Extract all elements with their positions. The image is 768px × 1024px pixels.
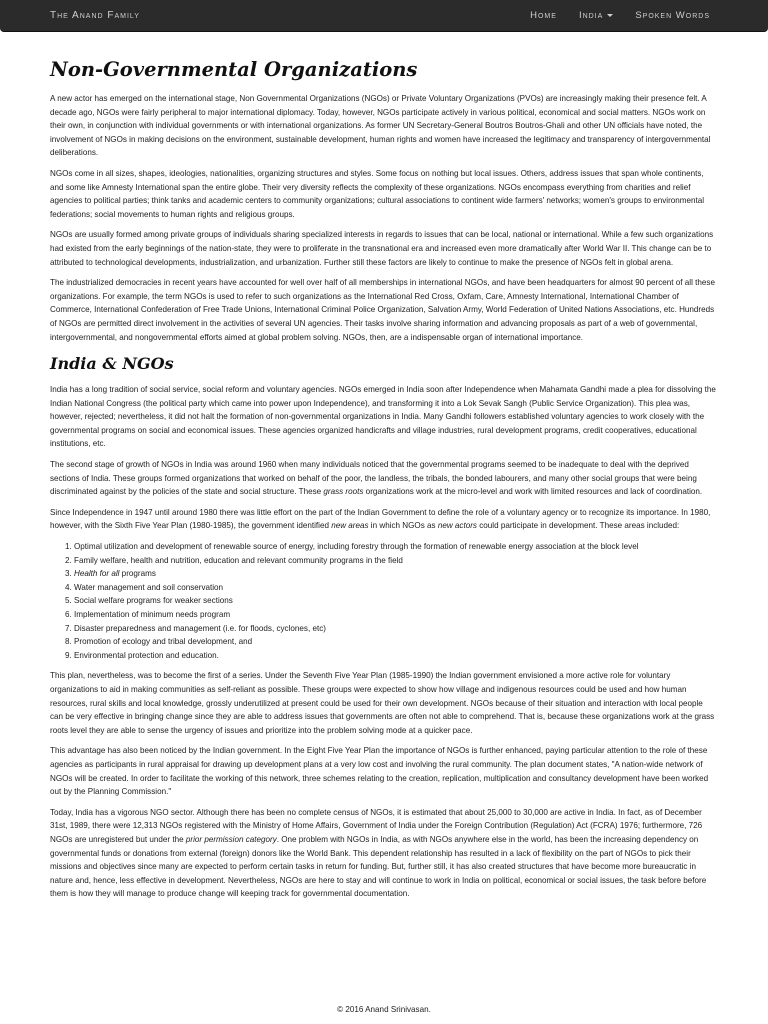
paragraph-2: NGOs come in all sizes, shapes, ideologies, nationalities, organizing structures and styles. Some focus on nothing but local issues. Others, address issues that span whole continents, and some like Amnesty International span the entire globe. Their very diversity reflects the complexity of these organizations. NGOs encompass everything from charities and relief agencies to political parties; think tanks and academic centers to community organizations; cultural associations to continent wide farmers' networks; women's groups to environmental federations; social movements to human rights and religious groups. — [50, 168, 705, 219]
nav-spoken-words-link[interactable]: Spoken Words — [635, 10, 710, 21]
paragraph-10 — [50, 806, 718, 901]
section-title: India & NGOs — [50, 354, 174, 374]
list-item: 6. Implementation of minimum needs program — [74, 608, 718, 622]
main-content — [50, 54, 718, 908]
paragraph-4: The industrialized democracies in recent years have accounted for well over half of all memberships in international NGOs, and have been headquarters for almost 90 percent of all these organizations. For example, the term NGOs is used to refer to such organizations as the International Red Cross, Oxfam, Care, Amnesty International, International Chamber of Commerce, International Confederation of Free Trade Unions, International Criminal Police Organization, Salvation Army, World Federation of United Nations Associations, etc. Hundreds of NGOs are permitted direct involvement in the activities of several UN agencies. Their tasks involve sharing information and advancing proposals as part of a web of governmental, intergovernmental, and nongovernmental efforts aimed at global problem solving. NGOs, then, are a indispensable organ of international importance. — [50, 278, 715, 342]
paragraph-6-text-a: The second stage of growth of NGOs in India was around 1960 when many individuals noticed that the governmental programs seemed to be inadequate to deal with the deprived sections of India. These groups formed organizations that worked on behalf of the poor, the landless, the tribals, the bonded labourers, and many other social groups that were being discriminated against by the policies of the state and social structure. These — [50, 460, 697, 497]
paragraph-7-text-a: Since Independence in 1947 until around 1980 there was little effort on the part of the Indian Government to define the role of a voluntary agency or to recognize its importance. In 1980, however, with the Sixth Five Year Plan (1980-1985), the government identified — [50, 507, 711, 531]
nav-india-dropdown[interactable] — [579, 10, 613, 21]
paragraph-10-emphasis: prior permission category — [185, 834, 277, 844]
paragraph-9: This advantage has also been noticed by the Indian government. In the Eight Five Year Plan the importance of NGOs is further enhanced, paying particular attention to the role of these agencies as participants in rural appraisal for drawing up development plans at a very low cost and involving the rural community. The plan document states, "A nation-wide network of NGOs will be created. In order to facilitate the working of this network, three schemes relating to the creation, replication, multiplication and consultancy development have been worked out by the Planning Commission." — [50, 746, 709, 797]
paragraph-10-text-a: Today, India has a vigorous NGO sector. Although there has been no complete census of NGOs, it is estimated that about 25,000 to 30,000 are active in India. In fact, as of December 31st, 1989, there were 12,313 NGOs registered with the Ministry of Home Affairs, Government of India under the Foreign Contribution (Regulation) Act (FCRA) 1976; furthermore, 726 NGOs are unregistered but under the — [50, 807, 703, 844]
paragraph-7-emphasis-2: new actors — [437, 521, 477, 531]
nav-links — [530, 10, 710, 21]
paragraph-6 — [50, 458, 718, 499]
paragraph-6-emphasis: grass roots — [323, 487, 364, 497]
list-item: 9. Environmental protection and education. — [74, 649, 718, 663]
paragraph-6-text-b: organizations work at the micro-level and work with limited resources and lack of coordination. — [363, 487, 703, 497]
page-title: Non-Governmental Organizations — [50, 58, 418, 81]
list-item: 5. Social welfare programs for weaker sections — [74, 594, 718, 608]
paragraph-10-text-b: . One problem with NGOs in India, as with NGOs anywhere else in the world, has been the increasing dependency on governmental funds or donations from external (foreign) donors like the World Bank. This dependent relationship has resulted in a lack of flexibility on the part of NGOs to pick their missions and objectives since many are expected to perform certain tasks in return for funding. But, further still, it has also created structures that have become more bureaucratic in nature and, hence, less effective in development. Nevertheless, NGOs are here to stay and will continue to work in India on political, economical or social issues, the task before before them is how they will manage to produce change will keeping track for governmental documentation. — [50, 834, 707, 899]
list-item: 2. Family welfare, health and nutrition, education and relevant community programs in the field — [74, 554, 718, 568]
areas-list — [50, 540, 718, 662]
footer-copyright: © 2016 Anand Srinivasan. — [337, 1005, 431, 1014]
list-item-emphasis: Health for all — [74, 569, 120, 579]
paragraph-7-text-b: in which NGOs as — [368, 521, 438, 531]
paragraph-7-text-c: could participate in development. These areas included: — [476, 521, 680, 531]
caret-down-icon — [607, 14, 613, 17]
list-item: 7. Disaster preparedness and management (i.e. for floods, cyclones, etc) — [74, 622, 718, 636]
paragraph-3: NGOs are usually formed among private groups of individuals sharing specialized interests in regards to issues that can be local, national or international. While a few such organizations had existed from the early beginnings of the nation-state, they were to proliferate in the transnational era and increased even more dramatically after World War II. This change can be to attributed to technological developments, industrialization, and urbanization. Further still these factors are likely to continue to make the presence of NGOs felt in global arena. — [50, 230, 714, 267]
paragraph-7 — [50, 506, 718, 533]
list-item: 1. Optimal utilization and development of renewable source of energy, including forestry through the formation of renewable energy association at the block level — [74, 540, 718, 554]
paragraph-8: This plan, nevertheless, was to become the first of a series. Under the Seventh Five Year Plan (1985-1990) the Indian government envisioned a more active role for voluntary organizations to aid in making communities as self-reliant as possible. These groups were expected to show how village and indigenous resources could be used and how human resources, rural skills and local knowledge, grossly underutilized at present could be used for their own development. NGOs because of their situation and interaction with local people can be very effective in bringing change since they are able to address issues that governments are often not able to comprehend. That is, because these organizations work at the grass roots level they are able to sense the urgency of issues and prioritize into the problem solving mode at a quicker pace. — [50, 671, 715, 735]
brand-link[interactable]: The Anand Family — [50, 10, 140, 21]
navbar — [0, 0, 768, 32]
paragraph-5: India has a long tradition of social service, social reform and voluntary agencies. NGOs emerged in India soon after Independence when Mahamata Gandhi made a plea for dissolving the Indian National Congress (the political party which came into power upon Independence), and transforming it into a Lok Sevak Sangh (Public Service Organization). This plea was, however, rejected; nevertheless, it did not halt the formation of non-governmental organizations in India. Many Gandhi followers established voluntary agencies to work closely with the governmental programs on social and economical issues. These agencies organized handicrafts and village industries, rural development programs, credit cooperatives, educational institutions, etc. — [50, 385, 716, 449]
list-item: 4. Water management and soil conservation — [74, 581, 718, 595]
paragraph-1: A new actor has emerged on the international stage, Non Governmental Organizations (NGOs) or Private Voluntary Organizations (PVOs) are increasingly making their presence felt. A decade ago, NGOs were fairly peripheral to major international diplomacy. Today, however, NGOs participate actively in various political, economical and social matters. NGOs work on their own, in conjunction with individual governments or with international organizations. As former UN Secretary-General Boutros Boutros-Ghali and other UN officials have noted, the involvement of NGOs in making decisions on the environment, sustainable development, human rights and women have increased the legitimacy and transparency of intergovernmental deliberations. — [50, 94, 711, 158]
list-item: 8. Promotion of ecology and tribal development, and — [74, 635, 718, 649]
paragraph-7-emphasis-1: new areas — [331, 521, 369, 531]
list-item-text: programs — [119, 569, 156, 579]
nav-home-link[interactable]: Home — [530, 10, 557, 21]
list-item — [74, 567, 718, 581]
nav-india-label: India — [578, 10, 604, 21]
